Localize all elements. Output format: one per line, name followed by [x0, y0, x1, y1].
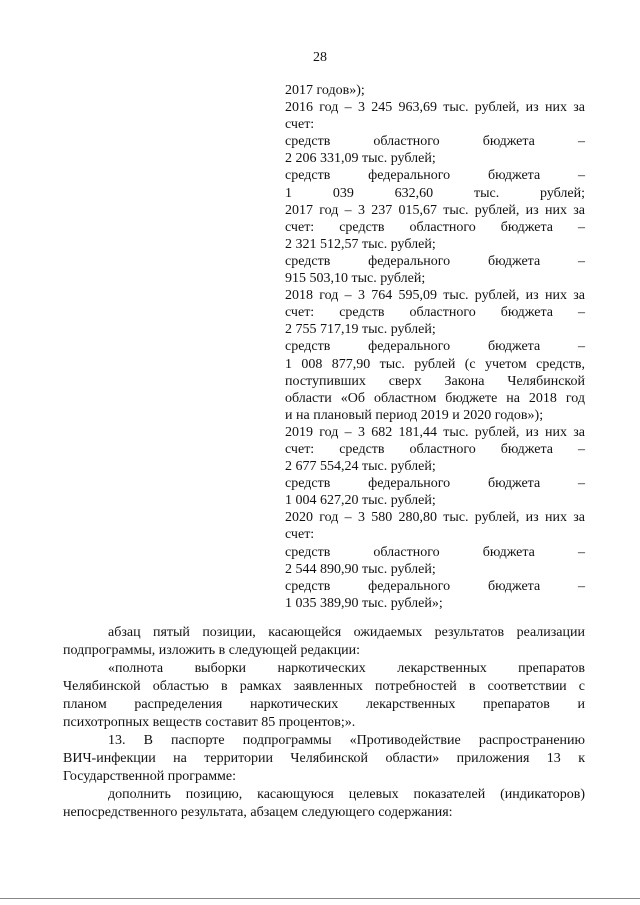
financing-line: счет: средств областного бюджета –: [285, 305, 585, 321]
financing-line: 2017 год – 3 237 015,67 тыс. рублей, из них за: [285, 202, 585, 218]
paragraph-line: дополнить позицию, касающуюся целевых показателей (индикаторов): [108, 787, 585, 802]
financing-line: 1 035 389,90 тыс. рублей»;: [285, 595, 443, 611]
financing-line: счет:: [285, 117, 315, 133]
financing-line: средств федерального бюджета –: [285, 476, 585, 492]
financing-line: 2 321 512,57 тыс. рублей;: [285, 236, 436, 252]
financing-line: области «Об областном бюджете на 2018 год: [285, 390, 585, 406]
financing-line: 1 008 877,90 тыс. рублей (с учетом средств,: [285, 356, 585, 372]
paragraph-line: «полнота выборки наркотических лекарственных препаратов: [108, 661, 585, 676]
paragraph-line: ВИЧ-инфекции на территории Челябинской области» приложения 13 к: [63, 751, 585, 766]
paragraph-line: подпрограммы, изложить в следующей редакции:: [63, 643, 361, 658]
financing-line: средств федерального бюджета –: [285, 339, 585, 355]
financing-line: 1 039 632,60 тыс. рублей;: [285, 185, 585, 201]
passport-financing-column: [285, 82, 585, 612]
financing-line: 2 544 890,90 тыс. рублей;: [285, 561, 436, 577]
financing-line: 2 677 554,24 тыс. рублей;: [285, 459, 436, 475]
financing-line: средств областного бюджета –: [285, 544, 585, 560]
page-bottom-rule: [0, 898, 640, 899]
financing-line: 2016 год – 3 245 963,69 тыс. рублей, из них за: [285, 100, 585, 116]
paragraph-line: Государственной программе:: [63, 769, 237, 784]
financing-line: 2 755 717,19 тыс. рублей;: [285, 322, 436, 338]
financing-line: счет: средств областного бюджета –: [285, 441, 585, 457]
financing-line: 2 206 331,09 тыс. рублей;: [285, 151, 436, 167]
main-text-body: [63, 624, 585, 822]
financing-line: средств федерального бюджета –: [285, 253, 585, 269]
financing-line: счет: средств областного бюджета –: [285, 219, 585, 235]
paragraph-line: планом распределения наркотических лекарственных препаратов и: [63, 697, 585, 712]
financing-line: 2018 год – 3 764 595,09 тыс. рублей, из них за: [285, 288, 585, 304]
financing-line: поступивших сверх Закона Челябинской: [285, 373, 585, 389]
financing-line: 2020 год – 3 580 280,80 тыс. рублей, из них за: [285, 510, 585, 526]
financing-line: средств областного бюджета –: [285, 134, 585, 150]
paragraph-line: психотропных веществ составит 85 процентов;».: [63, 715, 356, 730]
financing-line: счет:: [285, 527, 315, 543]
page-number: 28: [313, 50, 327, 65]
financing-line: 915 503,10 тыс. рублей;: [285, 271, 426, 287]
financing-line: средств федерального бюджета –: [285, 168, 585, 184]
paragraph-line: непосредственного результата, абзацем следующего содержания:: [63, 805, 453, 820]
financing-line: средств федерального бюджета –: [285, 578, 585, 594]
financing-line: и на плановый период 2019 и 2020 годов»);: [285, 407, 544, 423]
paragraph-line: Челябинской областью в рамках заявленных потребностей в соответствии с: [63, 679, 585, 694]
paragraph-line: абзац пятый позиции, касающейся ожидаемых результатов реализации: [108, 625, 585, 640]
paragraph-line: 13. В паспорте подпрограммы «Противодействие распространению: [108, 733, 585, 748]
financing-line: 2017 годов»);: [285, 83, 365, 98]
financing-line: 2019 год – 3 682 181,44 тыс. рублей, из них за: [285, 424, 585, 440]
financing-line: 1 004 627,20 тыс. рублей;: [285, 493, 436, 509]
